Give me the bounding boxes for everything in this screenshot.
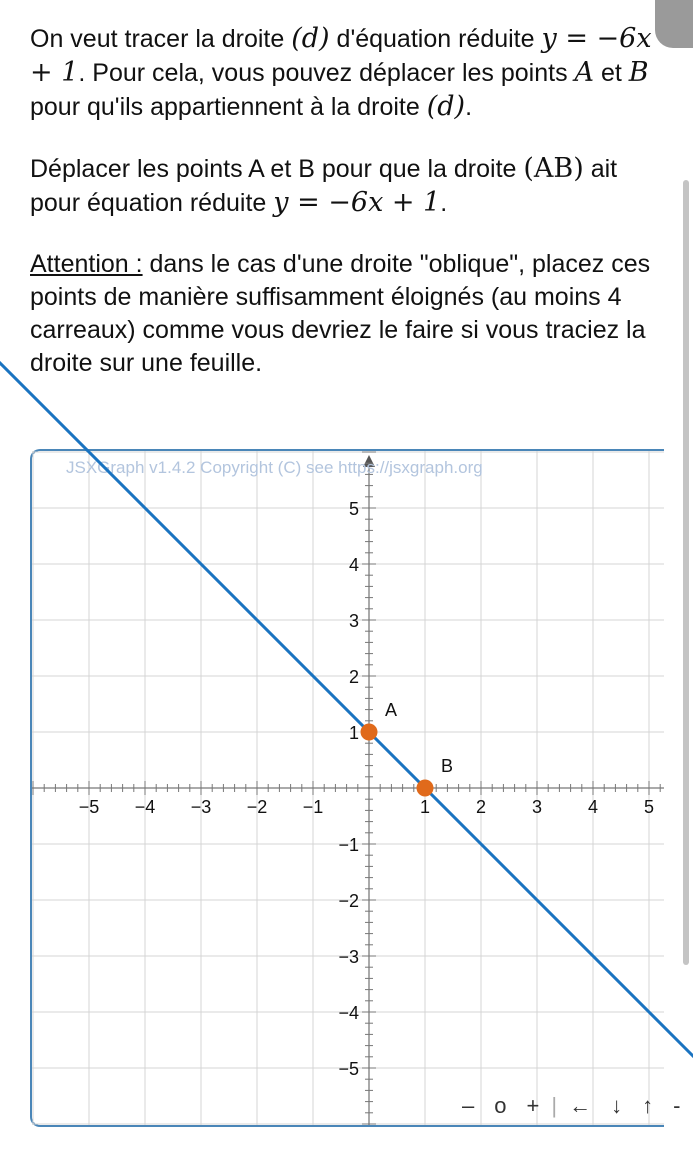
y-tick-label: 5 [348,499,359,519]
pan-up-button[interactable]: ↑ [642,1093,654,1118]
y-tick-label: 3 [348,611,359,631]
point-label-a: A [385,700,398,720]
y-tick-label: −5 [338,1059,359,1079]
y-tick-label: 4 [348,555,359,575]
x-tick-label: 1 [419,797,431,817]
tab-handle[interactable] [655,0,693,48]
graph-canvas[interactable] [32,451,664,1125]
jsxgraph-board[interactable] [30,449,681,1127]
math-d-2: (d) [426,91,466,122]
x-tick-label: −5 [78,797,100,817]
math-d: (d) [291,23,330,54]
math-equation: y = −6x + 1 [30,23,652,88]
point-b[interactable] [417,780,434,797]
nav-separator: | [551,1093,558,1118]
scrollbar[interactable] [683,180,689,965]
points-layer[interactable] [361,700,454,797]
instruction-text-2: ait pour équation réduite [30,155,618,217]
x-tick-label: 4 [587,797,599,817]
y-tick-label: −1 [338,835,359,855]
y-tick-label: −3 [338,947,359,967]
x-tick-label: 2 [475,797,487,817]
more-button[interactable]: - [673,1093,681,1118]
warning-text: dans le cas d'une droite "oblique", placez ces points de manière suffisamment éloignés (au moins 4 carreaux) comme vous devriez le faire si vous traciez la droite sur une feuille. [30,250,651,377]
zoom-out-button[interactable]: – [462,1093,475,1118]
intro-text-2: d'équation réduite [329,25,542,53]
point-label-b: B [441,756,454,776]
pan-left-button[interactable]: ← [569,1093,592,1118]
x-tick-label: −2 [246,797,268,817]
zoom-reset-button[interactable]: o [494,1093,507,1118]
intro-text-5: pour qu'ils appartiennent à la droite [30,93,427,121]
math-point-a: A [574,57,595,88]
exercise-text [30,22,660,408]
math-point-b: B [628,57,649,88]
x-tick-label: 3 [531,797,543,817]
x-tick-label: −3 [190,797,212,817]
x-tick-label: 5 [643,797,655,817]
intro-dot: . [465,93,473,121]
line-ab [0,340,693,1096]
instruction-text: Déplacer les points A et B pour que la droite [30,155,524,183]
y-tick-label: 1 [348,723,359,743]
instruction-dot: . [440,189,448,217]
y-tick-label: −4 [338,1003,359,1023]
copyright-text: JSXGraph v1.4.2 Copyright (C) see https://jsxgraph.org [66,458,483,477]
math-ab: (AB) [523,153,584,184]
intro-text-3: . Pour cela, vous pouvez déplacer les points [78,59,575,87]
warning-label: Attention : [30,250,143,278]
y-tick-label: 2 [348,667,359,687]
x-tick-label: −4 [134,797,156,817]
instruction-paragraph [30,152,660,220]
pan-down-button[interactable]: ↓ [611,1093,623,1118]
warning-paragraph [30,248,660,380]
line-layer [0,340,693,1096]
point-a[interactable] [361,724,378,741]
zoom-in-button[interactable]: + [526,1093,540,1118]
y-tick-label: −2 [338,891,359,911]
intro-text: On veut tracer la droite [30,25,292,53]
navbar [452,1093,690,1119]
math-equation-2: y = −6x + 1 [273,187,441,218]
intro-text-4: et [594,59,629,87]
x-tick-label: −1 [302,797,324,817]
intro-paragraph [30,22,660,124]
